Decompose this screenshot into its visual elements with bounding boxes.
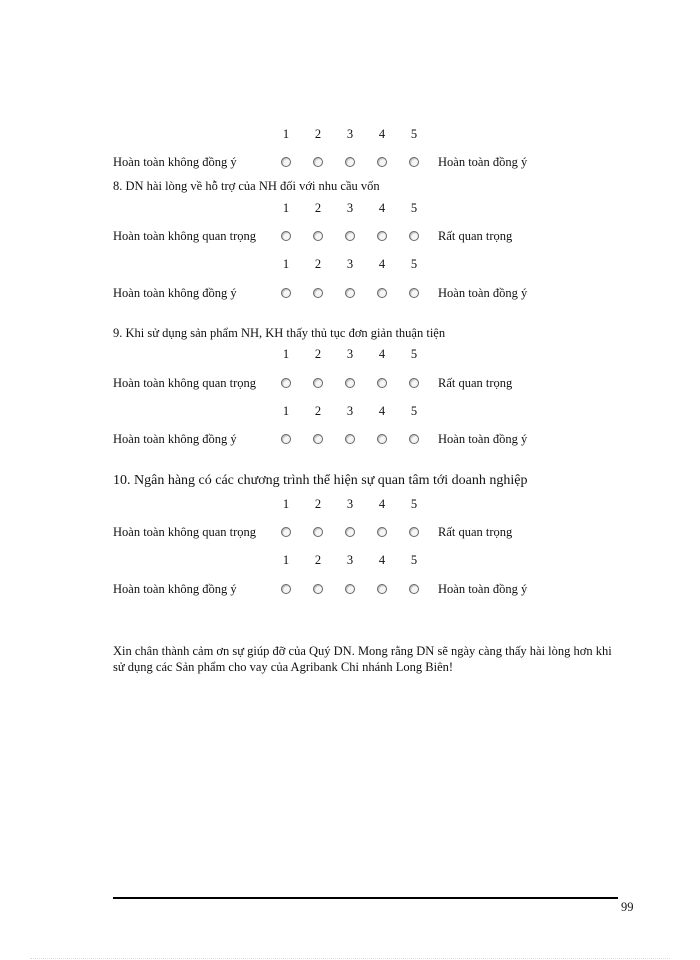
radio-option-2[interactable] — [313, 378, 323, 388]
radio-option-4[interactable] — [377, 288, 387, 298]
scale-number: 5 — [410, 257, 418, 271]
scale-number: 2 — [314, 127, 322, 141]
radio-option-5[interactable] — [409, 288, 419, 298]
scale-left-label: Hoàn toàn không quan trọng — [113, 525, 257, 539]
scale-number: 3 — [346, 347, 354, 361]
radio-option-4[interactable] — [377, 378, 387, 388]
radio-option-1[interactable] — [281, 584, 291, 594]
radio-option-1[interactable] — [281, 157, 291, 167]
scale-number: 4 — [378, 257, 386, 271]
radio-option-5[interactable] — [409, 584, 419, 594]
scale-number: 3 — [346, 201, 354, 215]
page-bottom-edge — [30, 958, 670, 959]
radio-option-1[interactable] — [281, 527, 291, 537]
radio-option-3[interactable] — [345, 288, 355, 298]
radio-option-2[interactable] — [313, 231, 323, 241]
scale-number: 2 — [314, 201, 322, 215]
scale-number: 1 — [282, 127, 290, 141]
scale-number: 5 — [410, 127, 418, 141]
radio-option-3[interactable] — [345, 434, 355, 444]
radio-option-4[interactable] — [377, 157, 387, 167]
scale-number: 4 — [378, 497, 386, 511]
scale-number: 3 — [346, 127, 354, 141]
scale-left-label: Hoàn toàn không đồng ý — [113, 432, 237, 446]
scale-number: 2 — [314, 257, 322, 271]
scale-number: 1 — [282, 404, 290, 418]
radio-option-5[interactable] — [409, 378, 419, 388]
scale-number: 4 — [378, 127, 386, 141]
scale-left-label: Hoàn toàn không đồng ý — [113, 286, 237, 300]
scale-left-label: Hoàn toàn không đồng ý — [113, 582, 237, 596]
scale-number: 4 — [378, 347, 386, 361]
scale-number: 4 — [378, 201, 386, 215]
scale-left-label: Hoàn toàn không quan trọng — [113, 376, 257, 390]
scale-right-label: Rất quan trọng — [438, 229, 513, 243]
radio-option-4[interactable] — [377, 434, 387, 444]
scale-number: 1 — [282, 553, 290, 567]
radio-option-3[interactable] — [345, 231, 355, 241]
radio-option-5[interactable] — [409, 231, 419, 241]
question-10-text: 10. Ngân hàng có các chương trình thể hiện sự quan tâm tới doanh nghiệp — [113, 473, 528, 488]
scale-number: 5 — [410, 497, 418, 511]
radio-option-3[interactable] — [345, 584, 355, 594]
radio-option-3[interactable] — [345, 157, 355, 167]
scale-right-label: Hoàn toàn đồng ý — [438, 582, 528, 596]
scale-number: 3 — [346, 553, 354, 567]
scale-number: 2 — [314, 347, 322, 361]
radio-option-4[interactable] — [377, 231, 387, 241]
radio-option-2[interactable] — [313, 434, 323, 444]
scale-number: 5 — [410, 553, 418, 567]
scale-number: 1 — [282, 497, 290, 511]
radio-option-5[interactable] — [409, 157, 419, 167]
scale-number: 2 — [314, 404, 322, 418]
scale-number: 3 — [346, 404, 354, 418]
radio-option-5[interactable] — [409, 527, 419, 537]
question-9-text: 9. Khi sử dụng sản phẩm NH, KH thấy thủ tục đơn giản thuận tiện — [113, 326, 446, 340]
radio-option-4[interactable] — [377, 584, 387, 594]
scale-number: 2 — [314, 497, 322, 511]
radio-option-3[interactable] — [345, 527, 355, 537]
scale-right-label: Hoàn toàn đồng ý — [438, 286, 528, 300]
scale-number: 5 — [410, 201, 418, 215]
radio-option-1[interactable] — [281, 378, 291, 388]
radio-option-2[interactable] — [313, 157, 323, 167]
scale-number: 1 — [282, 257, 290, 271]
radio-option-4[interactable] — [377, 527, 387, 537]
radio-option-5[interactable] — [409, 434, 419, 444]
closing-message: Xin chân thành cảm ơn sự giúp đỡ của Quý DN. Mong rằng DN sẽ ngày càng thấy hài lòng hơn khi sử dụng các Sản phẩm cho vay của Agribank Chi nhánh Long Biên! — [113, 644, 612, 674]
scale-number: 1 — [282, 201, 290, 215]
radio-option-3[interactable] — [345, 378, 355, 388]
radio-option-2[interactable] — [313, 584, 323, 594]
scale-right-label: Hoàn toàn đồng ý — [438, 432, 528, 446]
radio-option-1[interactable] — [281, 434, 291, 444]
scale-number: 5 — [410, 347, 418, 361]
scale-number: 2 — [314, 553, 322, 567]
scale-number: 5 — [410, 404, 418, 418]
scale-number: 3 — [346, 257, 354, 271]
radio-option-1[interactable] — [281, 288, 291, 298]
scale-left-label: Hoàn toàn không đồng ý — [113, 155, 237, 169]
scale-number: 3 — [346, 497, 354, 511]
page-number: 99 — [621, 900, 634, 914]
scale-right-label: Rất quan trọng — [438, 525, 513, 539]
scale-number: 4 — [378, 553, 386, 567]
scale-right-label: Rất quan trọng — [438, 376, 513, 390]
scale-number: 4 — [378, 404, 386, 418]
footer-rule — [113, 897, 618, 899]
scale-number: 1 — [282, 347, 290, 361]
radio-option-1[interactable] — [281, 231, 291, 241]
radio-option-2[interactable] — [313, 527, 323, 537]
scale-right-label: Hoàn toàn đồng ý — [438, 155, 528, 169]
scale-left-label: Hoàn toàn không quan trọng — [113, 229, 257, 243]
question-8-text: 8. DN hài lòng về hỗ trợ của NH đối với nhu cầu vốn — [113, 179, 380, 193]
radio-option-2[interactable] — [313, 288, 323, 298]
